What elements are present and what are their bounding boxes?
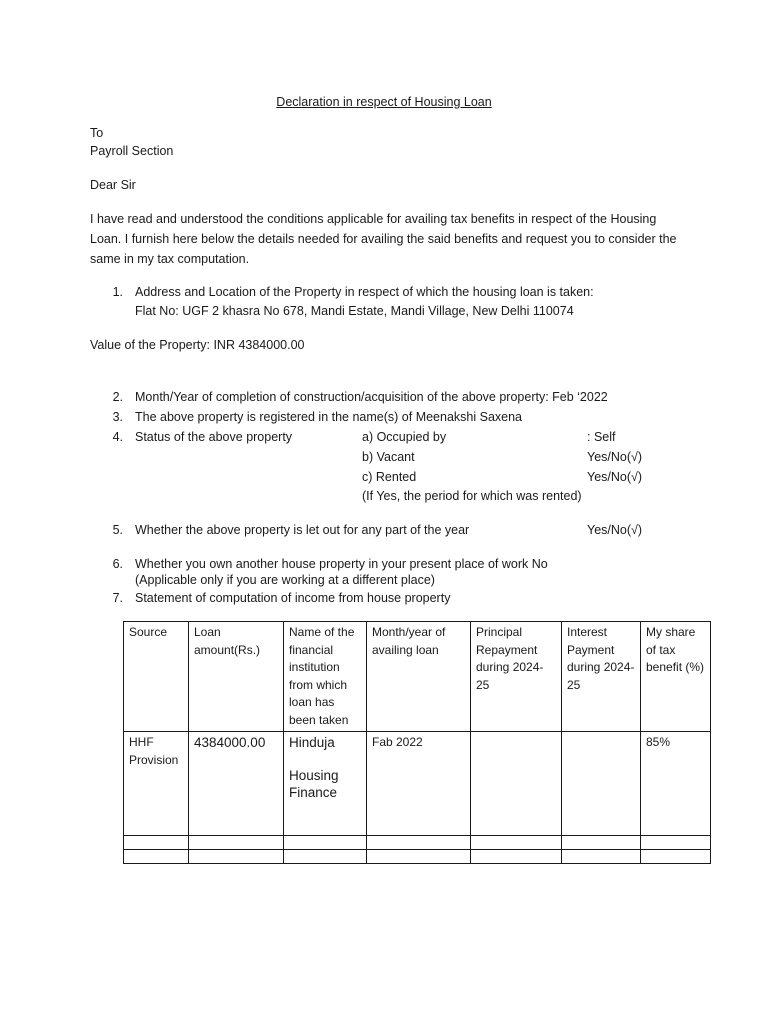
to-label: To <box>90 126 104 140</box>
item1-number: 1. <box>112 285 123 299</box>
item4-number: 4. <box>112 430 123 444</box>
computation-table <box>123 621 711 864</box>
status-option-rented: c) Rented <box>362 470 417 484</box>
header-source: Source <box>124 622 189 732</box>
cell-principal <box>471 732 562 836</box>
cell-interest <box>562 732 641 836</box>
status-option-occupied: a) Occupied by <box>362 430 447 444</box>
institution-line1: Hinduja <box>289 735 335 750</box>
table-header-row <box>124 622 711 732</box>
status-value-occupied: : Self <box>587 430 616 444</box>
item4-text: Status of the above property <box>135 430 293 444</box>
salutation: Dear Sir <box>90 178 136 192</box>
header-principal: Principal Repayment during 2024-25 <box>471 622 562 732</box>
item3-number: 3. <box>112 410 123 424</box>
cell-loan-amount: 4384000.00 <box>189 732 284 836</box>
property-value: Value of the Property: INR 4384000.00 <box>90 338 305 352</box>
item7-text: Statement of computation of income from house property <box>135 591 451 605</box>
cell-month-year: Fab 2022 <box>367 732 471 836</box>
document-title: Declaration in respect of Housing Loan <box>276 95 492 109</box>
addressee: Payroll Section <box>90 144 174 158</box>
status-value-vacant: Yes/No(√) <box>587 450 643 464</box>
item6-text: Whether you own another house property in your present place of work No <box>135 557 548 571</box>
table-row-empty <box>124 850 711 864</box>
header-tax-share: My share of tax benefit (%) <box>641 622 711 732</box>
item2-number: 2. <box>112 390 123 404</box>
intro-paragraph: I have read and understood the conditions applicable for availing tax benefits in respect of the Housing Loan. I furnish here below the details needed for availing the said benefits and request you to consider the same in my tax computation. <box>90 212 677 266</box>
header-institution: Name of the financial institution from which loan has been taken <box>284 622 367 732</box>
item2-text: Month/Year of completion of construction/acquisition of the above property: Feb ‘2022 <box>135 390 608 404</box>
item7-number: 7. <box>112 591 123 605</box>
header-loan-amount: Loan amount(Rs.) <box>189 622 284 732</box>
table-row <box>124 732 711 836</box>
item5-number: 5. <box>112 523 123 537</box>
item5-value: Yes/No(√) <box>587 523 643 537</box>
status-option-vacant: b) Vacant <box>362 450 415 464</box>
cell-tax-share: 85% <box>641 732 711 836</box>
institution-line2: Housing Finance <box>289 767 339 800</box>
property-address: Flat No: UGF 2 khasra No 678, Mandi Estate, Mandi Village, New Delhi 110074 <box>135 304 574 318</box>
cell-source: HHF Provision <box>124 732 189 836</box>
item3-text: The above property is registered in the name(s) of Meenakshi Saxena <box>135 410 523 424</box>
header-month-year: Month/year of availing loan <box>367 622 471 732</box>
rented-period-note: (If Yes, the period for which was rented) <box>362 489 582 503</box>
item6-number: 6. <box>112 557 123 571</box>
cell-institution <box>284 732 367 836</box>
status-value-rented: Yes/No(√) <box>587 470 643 484</box>
table-row-empty <box>124 836 711 850</box>
item5-text: Whether the above property is let out for any part of the year <box>135 523 470 537</box>
item6-note: (Applicable only if you are working at a different place) <box>135 573 435 587</box>
item1-text: Address and Location of the Property in respect of which the housing loan is taken: <box>135 285 594 299</box>
header-interest: Interest Payment during 2024-25 <box>562 622 641 732</box>
